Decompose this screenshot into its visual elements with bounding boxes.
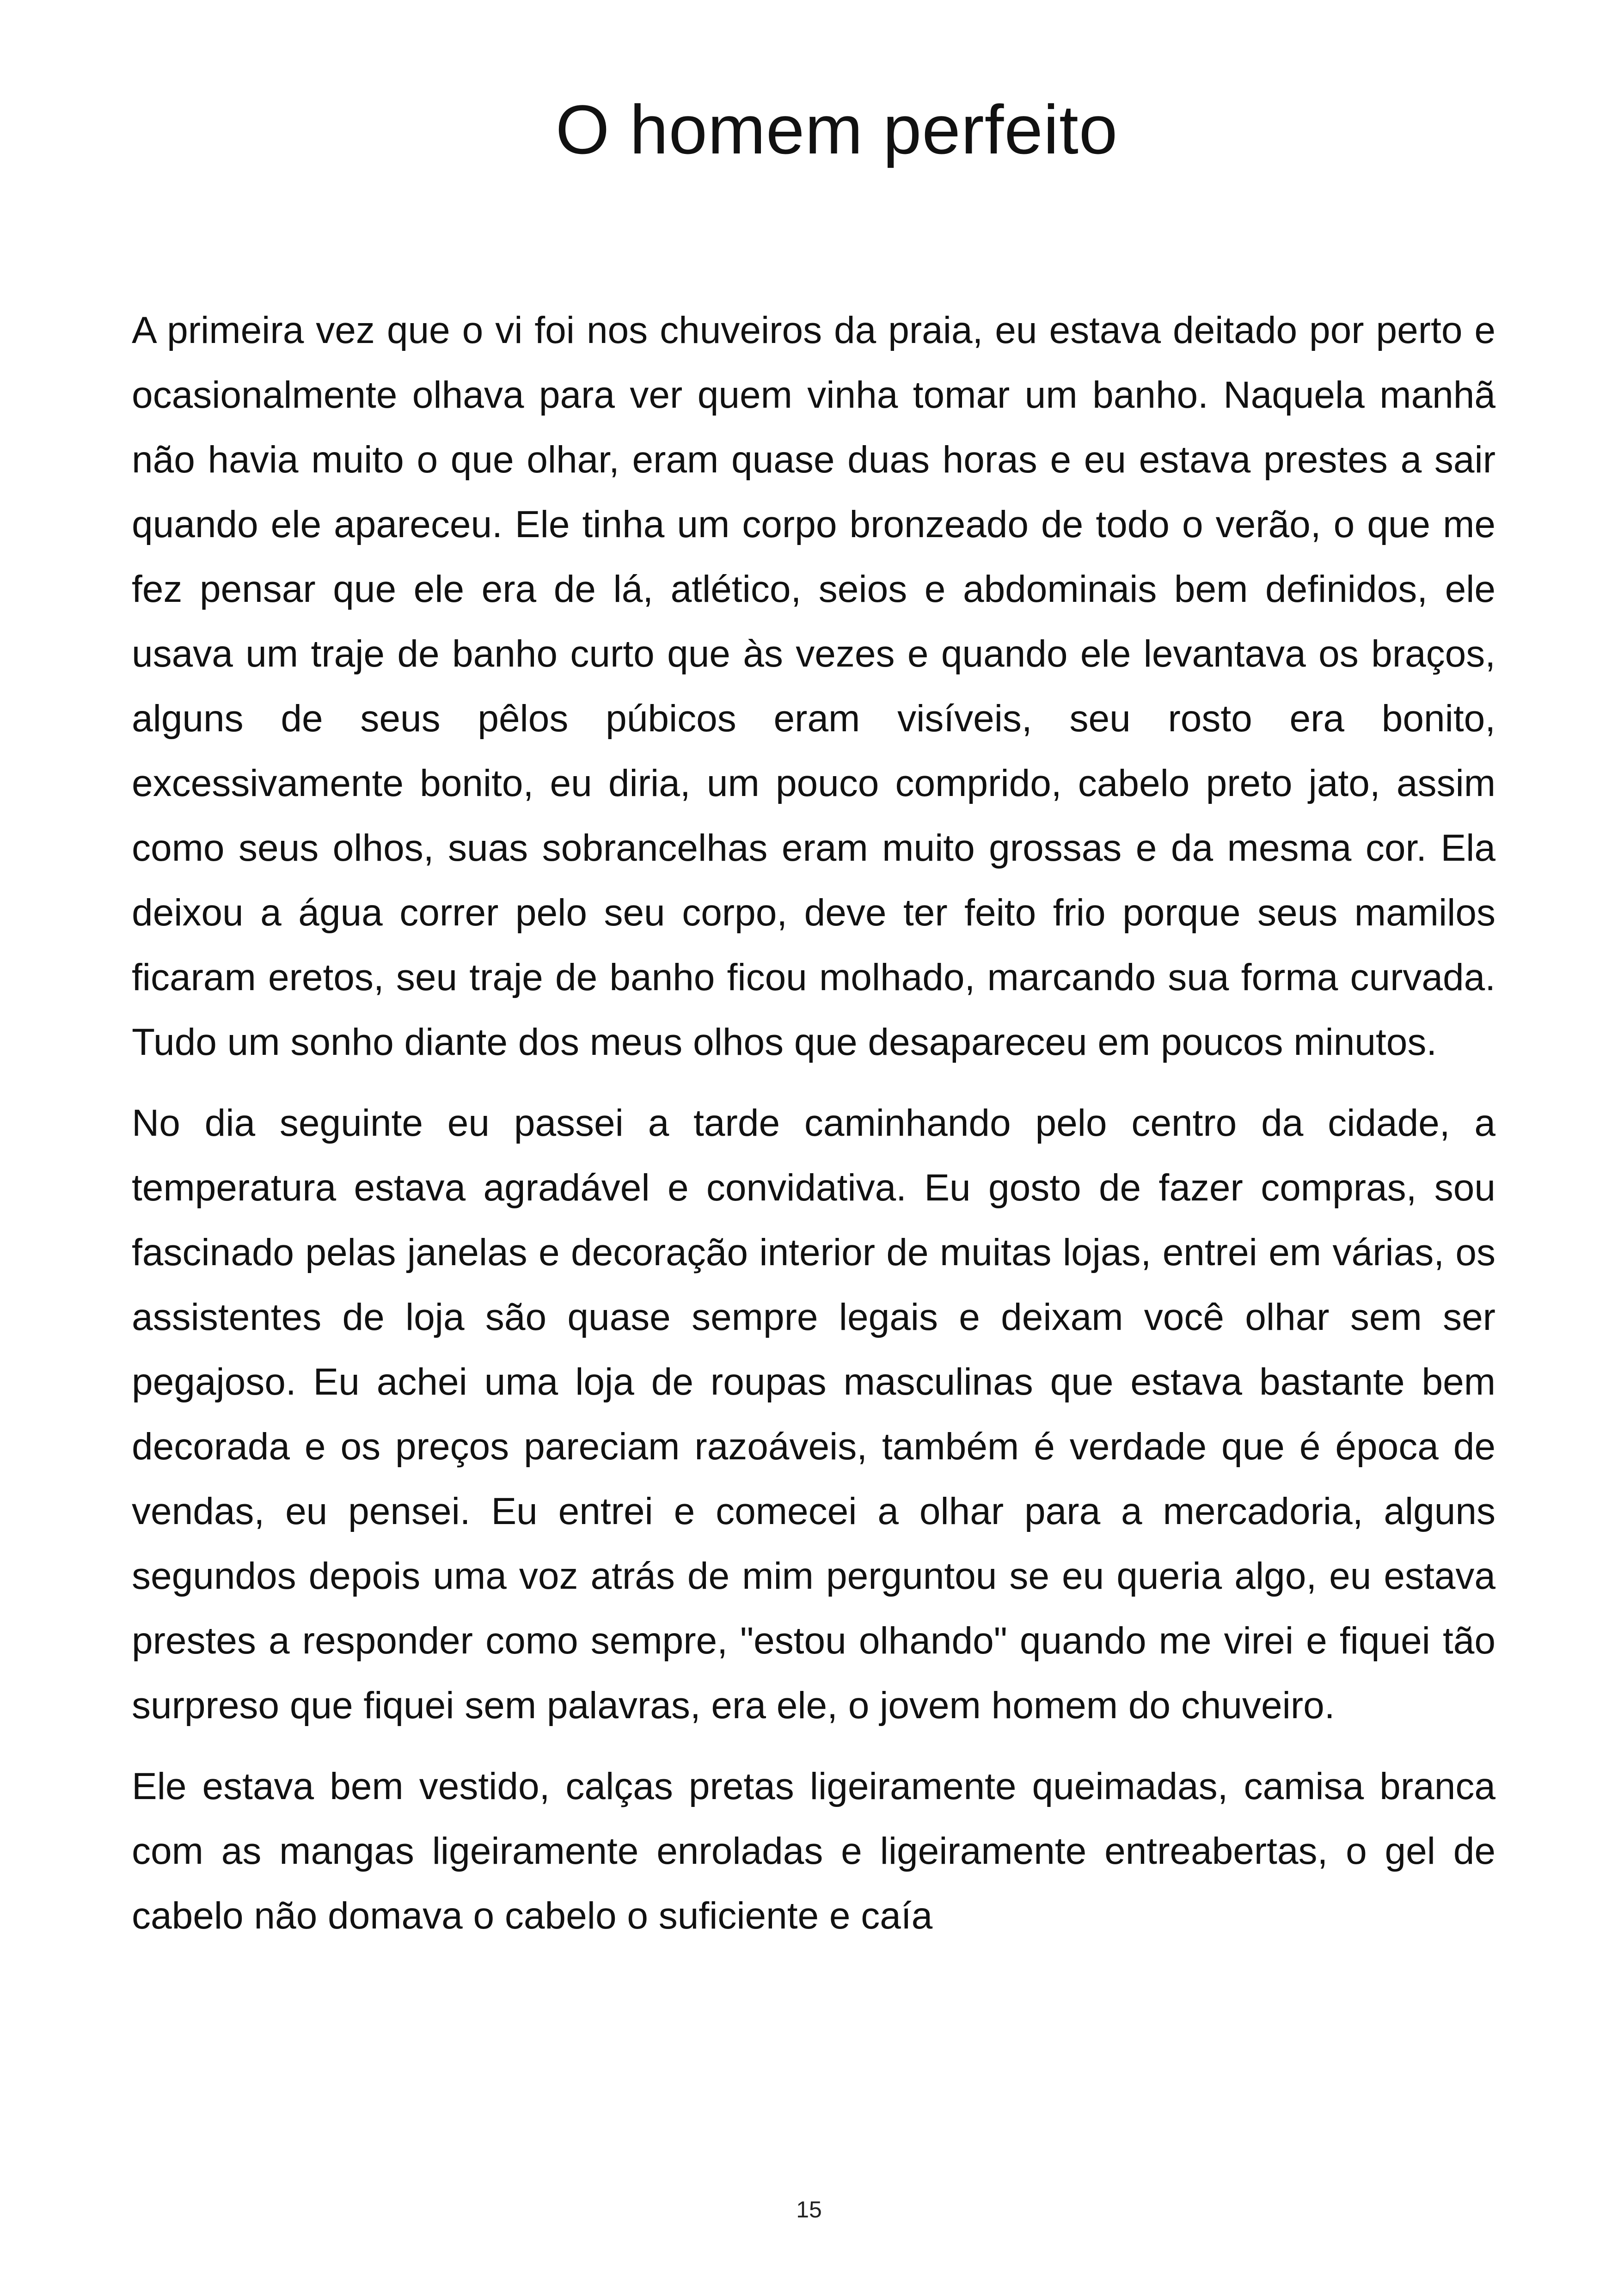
- page-number: 15: [796, 2197, 822, 2223]
- chapter-body: [132, 298, 1495, 1948]
- paragraph-1: A primeira vez que o vi foi nos chuveiros da praia, eu estava deitado por perto e ocasionalmente olhava para ver quem vinha tomar um banho. Naquela manhã não havia muito o que olhar, eram quase duas horas e eu estava prestes a sair quando ele apareceu. Ele tinha um corpo bronzeado de todo o verão, o que me fez pensar que ele era de lá, atlético, seios e abdominais bem definidos, ele usava um traje de banho curto que às vezes e quando ele levantava os braços, alguns de seus pêlos púbicos eram visíveis, seu rosto era bonito, excessivamente bonito, eu diria, um pouco comprido, cabelo preto jato, assim como seus olhos, suas sobrancelhas eram muito grossas e da mesma cor. Ela deixou a água correr pelo seu corpo, deve ter feito frio porque seus mamilos ficaram eretos, seu traje de banho ficou molhado, marcando sua forma curvada. Tudo um sonho diante dos meus olhos que desapareceu em poucos minutos.: [132, 309, 1495, 1063]
- paragraph-2: No dia seguinte eu passei a tarde caminhando pelo centro da cidade, a temperatura estava agradável e convidativa. Eu gosto de fazer compras, sou fascinado pelas janelas e decoração interior de muitas lojas, entrei em várias, os assistentes de loja são quase sempre legais e deixam você olhar sem ser pegajoso. Eu achei uma loja de roupas masculinas que estava bastante bem decorada e os preços pareciam razoáveis, também é verdade que é época de vendas, eu pensei. Eu entrei e comecei a olhar para a mercadoria, alguns segundos depois uma voz atrás de mim perguntou se eu queria algo, eu estava prestes a responder como sempre, "estou olhando" quando me virei e fiquei tão surpreso que fiquei sem palavras, era ele, o jovem homem do chuveiro.: [132, 1102, 1495, 1727]
- paragraph-3: Ele estava bem vestido, calças pretas ligeiramente queimadas, camisa branca com as mangas ligeiramente enroladas e ligeiramente entreabertas, o gel de cabelo não domava o cabelo o suficiente e caía: [132, 1765, 1495, 1937]
- chapter-title: O homem perfeito: [555, 91, 1118, 168]
